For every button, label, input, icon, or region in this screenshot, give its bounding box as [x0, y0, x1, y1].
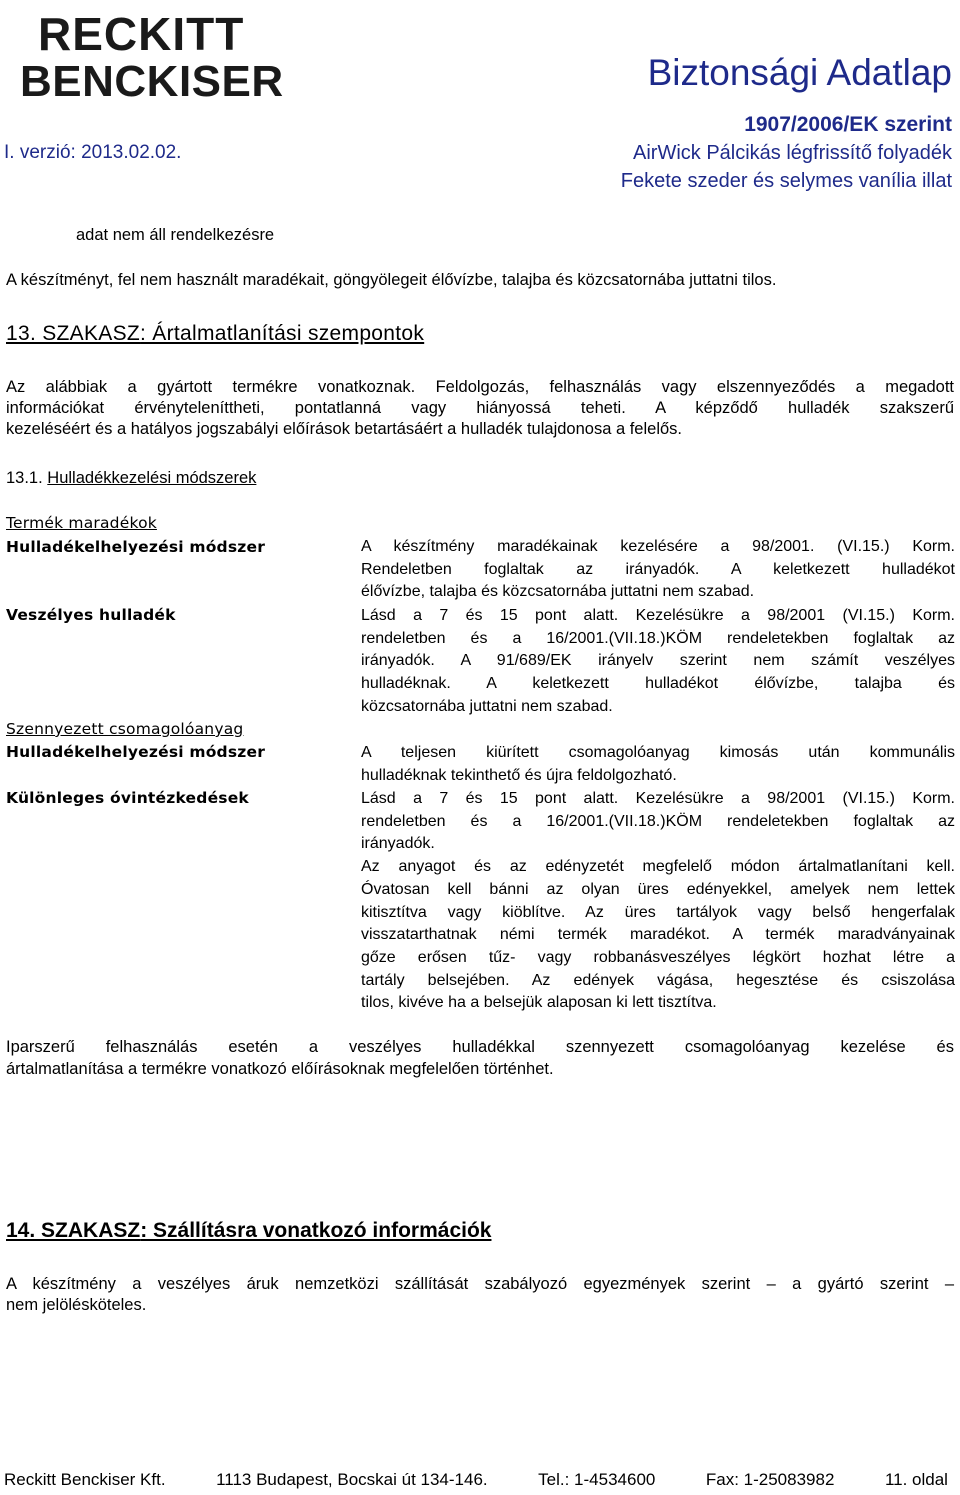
subsection-name: Hulladékkezelési módszerek — [47, 469, 257, 487]
disposal-method-1-text — [361, 536, 955, 604]
text-line: A készítmény maradékainak kezelésére a 98/2001. (VI.15.) Korm. — [361, 538, 955, 555]
text-line: tartály belsejében. Az edények vágása, hegesztése és csiszolása — [361, 971, 955, 989]
text-line: közcsatornába juttatni nem szabad. — [361, 697, 613, 715]
paragraph-line: A készítmény a veszélyes áruk nemzetközi szállítását szabályozó egyezmények szerint – a gyártó szerint – — [6, 1275, 954, 1293]
version-info: I. verzió: 2013.02.02. — [4, 142, 182, 163]
company-logo — [18, 8, 298, 104]
no-data-text: adat nem áll rendelkezésre — [76, 226, 275, 244]
text-line: Lásd a 7 és 15 pont alatt. Kezelésükre a 98/2001 (VI.15.) Korm. — [361, 790, 955, 807]
text-line: hulladéknak tekinthető és újra feldolgozható. — [361, 766, 677, 784]
product-residue-heading: Termék maradékok — [6, 514, 157, 532]
footer-page-number: 11. oldal — [884, 1470, 948, 1489]
text-line: irányadók. — [361, 835, 435, 853]
paragraph-line: ártalmatlanítása a termékre vonatkozó előírásoknak megfelelően történhet. — [6, 1060, 554, 1078]
label-special-precautions: Különleges óvintézkedések — [6, 789, 249, 807]
product-name-line2: Fekete szeder és selymes vanília illat — [620, 170, 952, 192]
footer-address: 1113 Budapest, Bocskai út 134-146. — [216, 1470, 488, 1489]
footer-phone: Tel.: 1-4534600 — [538, 1470, 656, 1489]
contaminated-packaging-heading: Szennyezett csomagolóanyag — [6, 720, 244, 738]
subsection-13-1-title — [6, 468, 256, 489]
text-line: élővízbe, talajba és közcsatornába juttatni nem szabad. — [361, 583, 755, 601]
regulation-reference: 1907/2006/EK szerint — [744, 113, 952, 136]
footer-company: Reckitt Benckiser Kft. — [4, 1470, 166, 1489]
document-title: Biztonsági Adatlap — [647, 52, 952, 93]
page-footer — [4, 1470, 948, 1490]
text-line: gőze erősen tűz- vagy robbanásveszélyes légkört hozhat létre a — [361, 948, 955, 966]
paragraph-line: információkat érvényteleníttheti, pontatlanná vagy hiányossá teheti. A képződő hulladék szakszerű — [6, 399, 954, 417]
text-line: A teljesen kiürített csomagolóanyag kimosás után kommunális — [361, 744, 955, 761]
subsection-number: 13.1. — [6, 469, 43, 487]
paragraph-line: nem jelölésköteles. — [6, 1296, 147, 1314]
disposal-warning: A készítményt, fel nem használt maradékait, göngyölegeit élővízbe, talajba és közcsatornába juttatni tilos. — [6, 271, 777, 289]
section-13-number: 13. SZAKASZ — [6, 322, 141, 345]
section-13-name: : Ártalmatlanítási szempontok — [140, 322, 425, 345]
text-line: Lásd a 7 és 15 pont alatt. Kezelésükre a 98/2001 (VI.15.) Korm. — [361, 607, 955, 624]
logo-text-line1: RECKITT — [38, 8, 245, 60]
footer-fax: Fax: 1-25083982 — [705, 1470, 835, 1489]
text-line: kitisztítva vagy kiöblítve. Az üres tartályok vagy belső hengerfalak — [361, 903, 955, 921]
label-hazardous-waste: Veszélyes hulladék — [6, 606, 176, 624]
text-line: tilos, kivéve ha a belsejük alaposan ki lett tisztítva. — [361, 994, 717, 1012]
section-14-number: 14. SZAKASZ — [6, 1219, 141, 1242]
paragraph-line: Az alábbiak a gyártott termékre vonatkoznak. Feldolgozás, felhasználás vagy elszennyeződés a megadott — [6, 378, 954, 396]
section-14-name: : Szállításra vonatkozó információk — [140, 1219, 492, 1242]
text-line: Rendeletben foglaltak az irányadók. A keletkezett hulladékot — [361, 560, 955, 578]
section-14-paragraph — [6, 1274, 954, 1316]
special-precautions-text — [361, 788, 955, 1015]
paragraph-line: kezeléséért és a hatályos jogszabályi előírások betartásáért a hulladék tulajdonosa a felelős. — [6, 420, 682, 438]
hazardous-waste-text — [361, 605, 955, 719]
logo-graphic — [18, 8, 298, 104]
disposal-method-2-text — [361, 742, 955, 787]
industrial-use-paragraph — [6, 1036, 954, 1080]
label-disposal-method-1: Hulladékelhelyezési módszer — [6, 538, 266, 556]
text-line: visszatarthatnak némi termék maradékot. A termék maradványainak — [361, 926, 955, 944]
section-13-title — [6, 322, 424, 346]
product-name-line1: AirWick Pálcikás légfrissítő folyadék — [633, 142, 952, 164]
text-line: rendeletben és a 16/2001.(VII.18.)KÖM rendeletekben foglaltak az — [361, 629, 955, 647]
section-13-paragraph — [6, 377, 954, 440]
paragraph-line: Iparszerű felhasználás esetén a veszélyes hulladékkal szennyezett csomagolóanyag kezelése és — [6, 1038, 954, 1056]
text-line: irányadók. A 91/689/EK irányelv szerint nem számít veszélyes — [361, 652, 955, 670]
text-line: Az anyagot és az edényzetét megfelelő módon ártalmatlanítani kell. — [361, 858, 955, 876]
text-line: rendeletben és a 16/2001.(VII.18.)KÖM rendeletekben foglaltak az — [361, 812, 955, 830]
text-line: Óvatosan kell bánni az olyan üres edényekkel, amelyek nem lettek — [361, 880, 955, 898]
logo-text-line2: BENCKISER — [20, 57, 284, 104]
section-14-title — [6, 1219, 491, 1243]
label-disposal-method-2: Hulladékelhelyezési módszer — [6, 743, 266, 761]
text-line: hulladéknak. A keletkezett hulladékot élővízbe, talajba és — [361, 675, 955, 693]
